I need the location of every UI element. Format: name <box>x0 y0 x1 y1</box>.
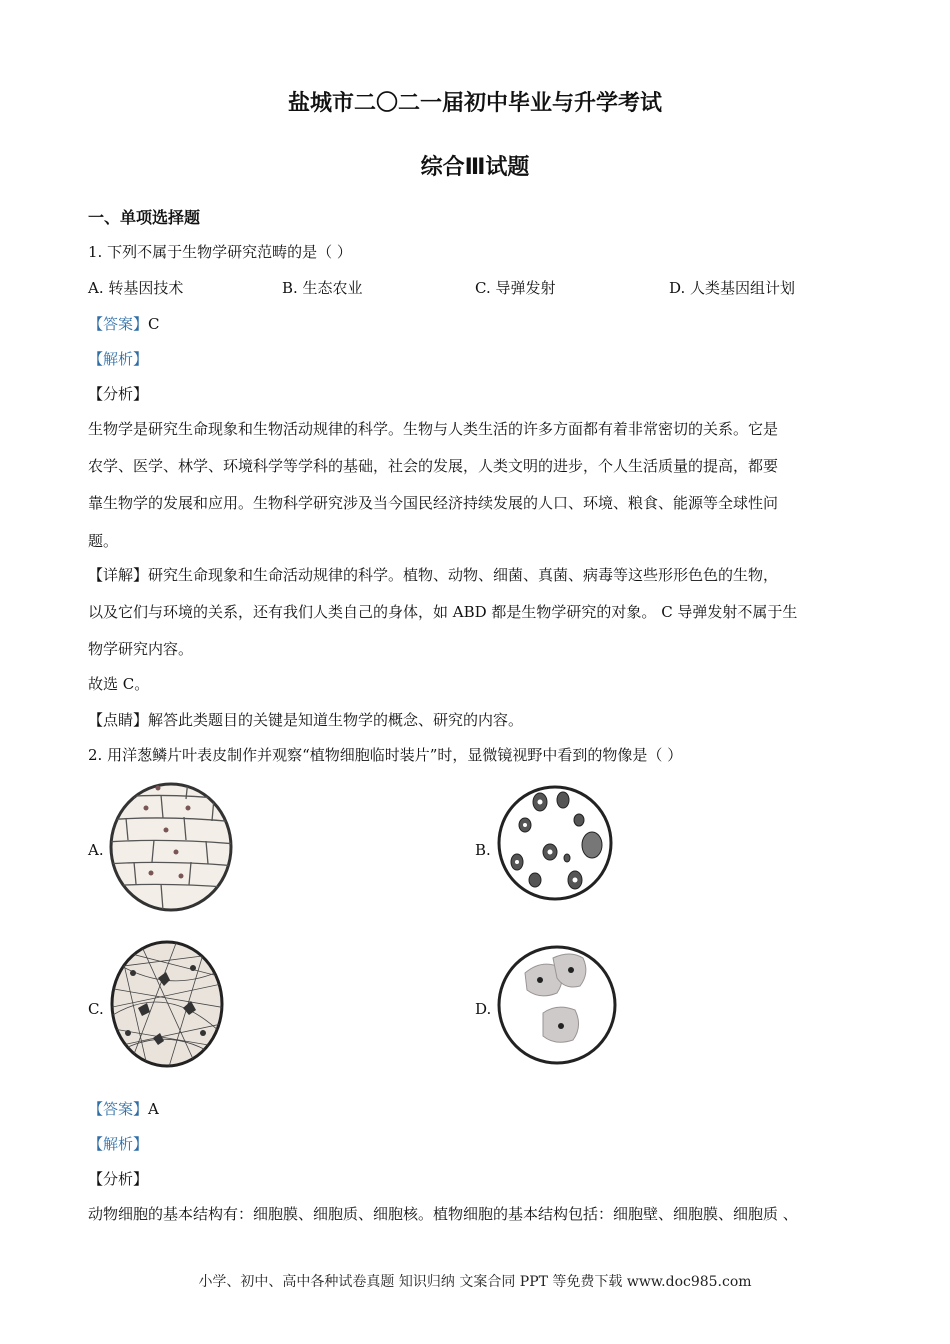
q2-option-d-label: D. <box>475 1000 492 1018</box>
q1-detail-line: 【详解】研究生命现象和生命活动规律的科学。植物、动物、细菌、真菌、病毒等这些形形色色的生物， <box>88 566 779 584</box>
q1-fenxi-tag: 【分析】 <box>88 385 149 403</box>
exam-title: 盐城市二〇二一届初中毕业与升学考试 <box>287 91 662 116</box>
cheek-cells-image <box>495 938 620 1073</box>
q2-fenxi-line: 动物细胞的基本结构有：细胞膜、细胞质、细胞核。植物细胞的基本结构包括：细胞壁、细胞膜、细胞质 、 <box>88 1205 798 1223</box>
q2-analysis-tag: 【解析】 <box>88 1135 149 1153</box>
q1-fenxi-line: 农学、医学、林学、环境科学等学科的基础，社会的发展，人类文明的进步，个人生活质量的提高，都要 <box>88 457 779 475</box>
q1-stem: 1. 下列不属于生物学研究范畴的是（ ） <box>88 243 352 261</box>
q1-fenxi-line: 生物学是研究生命现象和生物活动规律的科学。生物与人类生活的许多方面都有着非常密切的关系。它是 <box>88 420 779 438</box>
q2-stem: 2. 用洋葱鳞片叶表皮制作并观察“植物细胞临时装片”时，显微镜视野中看到的物像是（ ） <box>88 746 683 764</box>
q1-detail-line: 物学研究内容。 <box>88 640 194 658</box>
q1-comment: 【点睛】解答此类题目的关键是知道生物学的概念、研究的内容。 <box>88 711 524 729</box>
blood-cells-image <box>495 780 615 910</box>
q1-fenxi-line: 题。 <box>88 532 119 550</box>
section-heading: 一、单项选择题 <box>88 208 201 227</box>
connective-tissue-image <box>108 938 226 1070</box>
answer-tag: 【答案】 <box>88 1100 149 1118</box>
answer-tag: 【答案】 <box>88 315 149 333</box>
q1-option-b: B. 生态农业 <box>282 279 363 297</box>
q2-option-b-label: B. <box>475 841 491 859</box>
page-footer: 小学、初中、高中各种试卷真题 知识归纳 文案合同 PPT 等免费下载 www.doc985.com <box>198 1274 752 1290</box>
q2-option-c-label: C. <box>88 1000 104 1018</box>
q1-option-a: A. 转基因技术 <box>88 279 184 297</box>
exam-subtitle: 综合Ⅲ试题 <box>420 155 530 180</box>
q1-option-d: D. 人类基因组计划 <box>669 279 796 297</box>
q2-option-a-label: A. <box>88 841 104 859</box>
q2-fenxi-tag: 【分析】 <box>88 1170 149 1188</box>
answer-value: C <box>148 315 160 333</box>
q1-analysis-tag: 【解析】 <box>88 350 149 368</box>
onion-epidermis-image <box>106 780 236 915</box>
answer-value: A <box>148 1100 159 1118</box>
q1-answer <box>88 313 160 334</box>
q1-detail-line: 以及它们与环境的关系，还有我们人类自己的身体，如 ABD 都是生物学研究的对象。 C 导弹发射不属于生 <box>88 603 798 621</box>
q1-choose: 故选 C。 <box>88 675 150 693</box>
q1-fenxi-line: 靠生物学的发展和应用。生物科学研究涉及当今国民经济持续发展的人口、环境、粮食、能源等全球性问 <box>88 494 779 512</box>
q2-answer <box>88 1098 159 1119</box>
q1-option-c: C. 导弹发射 <box>475 279 556 297</box>
